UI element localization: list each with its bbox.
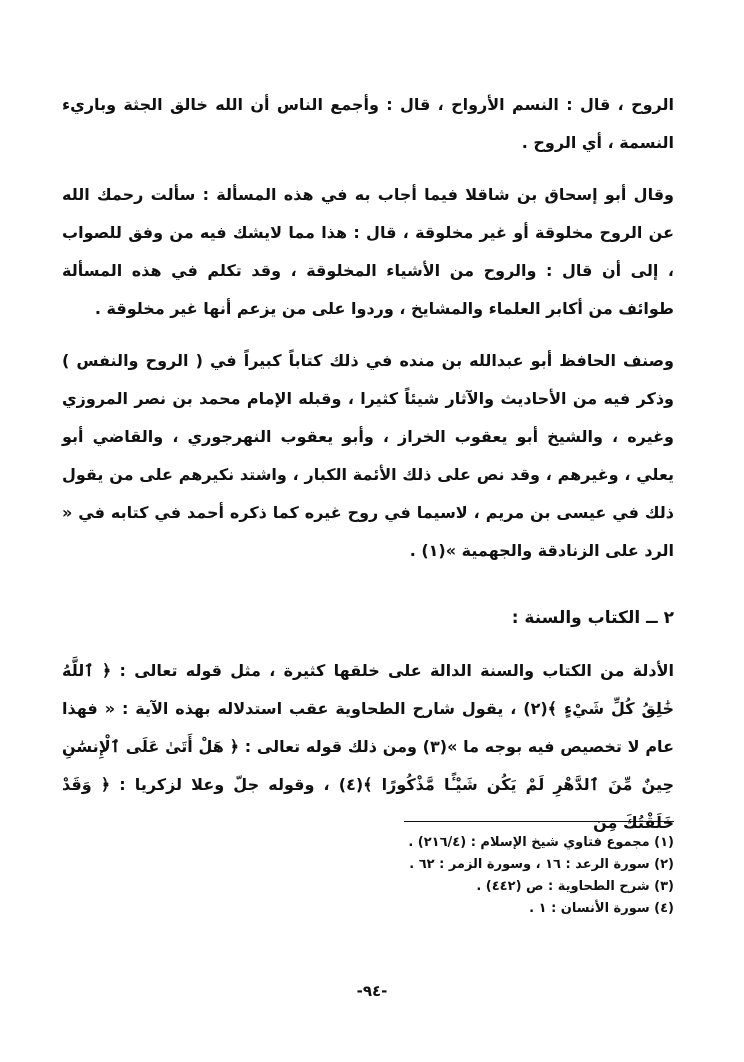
footnote-3: (٣) شرح الطحاوية : ص (٤٤٢) . (476, 879, 674, 894)
section-paragraph: الأدلة من الكتاب والسنة الدالة على خلقها كثيرة ، مثل قوله تعالى : ﴿ ٱللَّهُ خَٰلِقُ كُلِّ شَيْءٍ ﴾(٢) ، يقول شارح الطحاوية عقب استدلاله بهذه الآية : « فهذا عام لا تخصيص فيه بوجه ما »(٣) ومن ذلك قوله تعالى : ﴿ هَلْ أَتَىٰ عَلَى ٱلْإِنسَٰنِ حِينٌ مِّنَ ٱلدَّهْرِ لَمْ يَكُن شَيْـًٔا مَّذْكُورًا ﴾(٤) ، وقوله جلّ وعلا لزكريا : ﴿ وَقَدْ خَلَقْتُكَ مِن (62, 661, 675, 832)
page-number: -٩٤- (356, 982, 388, 1000)
section-heading: ٢ ــ الكتاب والسنة : (511, 608, 674, 628)
paragraph-1: الروح ، قال : النسم الأرواح ، قال : وأجمع الناس أن الله خالق الجثة وباريء النسمة ، أي الروح . (62, 95, 674, 152)
paragraph-2: وقال أبو إسحاق بن شاقلا فيما أجاب به في هذه المسألة : سألت رحمك الله عن الروح مخلوقة أو غير مخلوقة ، قال : هذا مما لايشك فيه من وفق للصواب ، إلى أن قال : والروح من الأشياء المخلوقة ، وقد تكلم في هذه المسألة طوائف من أكابر العلماء والمشايخ ، وردوا على من يزعم أنها غير مخلوقة . (62, 185, 674, 318)
footnotes-list (62, 832, 674, 920)
paragraph-3: وصنف الحافظ أبو عبدالله بن منده في ذلك كتاباً كبيراً في ( الروح والنفس ) وذكر فيه من الأحاديث والآثار شيئاً كثيرا ، وقبله الإمام محمد بن نصر المروزي وغيره ، والشيخ أبو يعقوب الخراز ، وأبو يعقوب النهرجوري ، والقاضي أبو يعلي ، وغيرهم ، وقد نص على ذلك الأئمة الكبار ، واشتد نكيرهم على من يقول ذلك في عيسى بن مريم ، لاسيما في روح غيره كما ذكره أحمد في كتابه في « الرد على الزنادقة والجهمية »(١) . (62, 351, 674, 560)
footnote-4: (٤) سورة الأنسان : ١ . (529, 901, 674, 916)
footnote-divider (404, 821, 674, 822)
footnote-1: (١) مجموع فتاوي شيخ الإسلام : (٢١٦/٤) . (408, 835, 674, 850)
footnote-2: (٢) سورة الرعد : ١٦ ، وسورة الزمر : ٦٢ . (409, 857, 674, 872)
